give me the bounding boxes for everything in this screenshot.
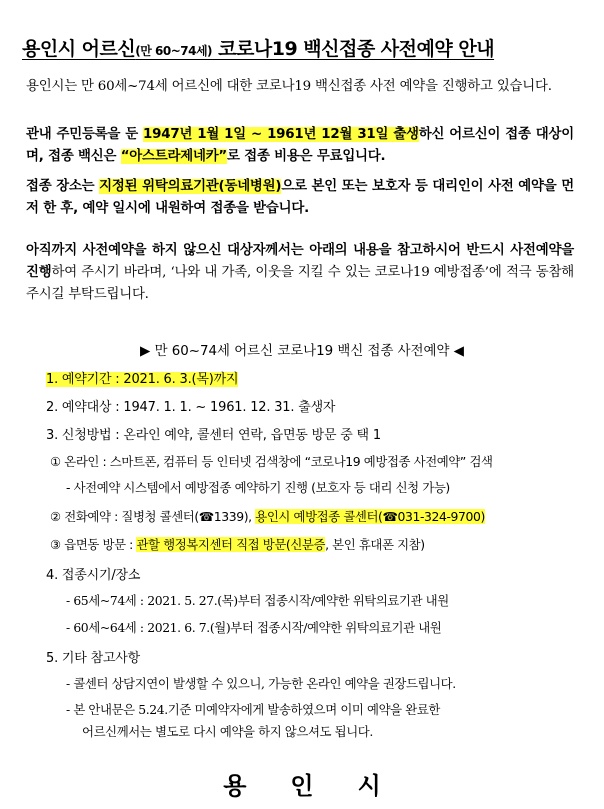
intro-paragraph-1: 용인시는 만 60세~74세 어르신에 대한 코로나19 백신접종 사전 예약을 진행하고 있습니다. — [26, 79, 552, 94]
item-4: 4. 접종시기/장소 — [46, 568, 141, 583]
intro-paragraph-2 — [26, 124, 574, 168]
item-5-note-2-cont: 어르신께서는 별도로 다시 예약을 하지 않으셔도 됩니다. — [82, 724, 373, 739]
item-2: 2. 예약대상 : 1947. 1. 1. ~ 1961. 12. 31. 출생자 — [46, 400, 336, 415]
section-heading — [0, 340, 604, 359]
notice-title — [22, 34, 494, 61]
item-4-schedule-1: - 65세~74세 : 2021. 5. 27.(목)부터 접종시작/예약한 위탁의료기관 내원 — [66, 593, 449, 608]
intro-paragraph-3 — [26, 176, 574, 220]
text-span: , 본인 휴대폰 지참) — [325, 537, 425, 552]
highlight-reservation-period: 1. 예약기간 : 2021. 6. 3.(목)까지 — [46, 372, 239, 387]
highlight-visit: 관할 행정복지센터 직접 방문(신분증 — [136, 537, 326, 552]
text-span: ② 전화예약 : 질병청 콜센터(☎1339), — [50, 509, 256, 524]
title-part: 용인시 어르신 — [22, 38, 136, 60]
section-heading-text: 만 60~74세 어르신 코로나19 백신 접종 사전예약 — [150, 344, 454, 359]
text-span: 하여 주시기 바라며, ‘나와 내 가족, 이웃을 지킬 수 있는 코로나19 예방접종’에 적극 동참해 주시길 부탁드립니다. — [26, 265, 574, 302]
text-span: 관내 주민등록을 둔 — [26, 127, 143, 142]
item-5-note-2: - 본 안내문은 5.24.기준 미예약자에게 발송하였으며 이미 예약을 완료한 — [66, 702, 440, 717]
item-3-visit — [50, 535, 425, 553]
text-span: 아직까지 사전예약을 하지 않으신 대상자께서는 아래의 내용을 참고하시어 반드시 사전예약을 진행 — [26, 243, 574, 280]
item-3-online: ① 온라인 : 스마트폰, 컴퓨터 등 인터넷 검색창에 “코로나19 예방접종 사전예약” 검색 — [50, 454, 493, 469]
item-3-phone — [50, 507, 485, 525]
issuer-footer: 용인시 — [223, 772, 425, 800]
title-age-range: (만 60~74세) — [135, 44, 213, 58]
highlight-call-center: 용인시 예방접종 콜센터(☎031-324-9700) — [255, 509, 485, 524]
intro-paragraph-4 — [26, 240, 574, 306]
item-5-note-1: - 콜센터 상담지연이 발생할 수 있으니, 가능한 온라인 예약을 권장드립니다. — [66, 676, 456, 691]
item-5: 5. 기타 참고사항 — [46, 651, 141, 666]
item-3: 3. 신청방법 : 온라인 예약, 콜센터 연락, 읍면동 방문 중 택 1 — [46, 428, 381, 443]
highlight-vaccine: “아스트라제네카” — [120, 149, 228, 164]
text-span: ③ 읍면동 방문 : — [50, 537, 137, 552]
text-span: 으로 본인 또는 보호자 등 대리인이 사전 예약을 먼저 한 후, 예약 일시에 내원하여 접종을 받습니다. — [26, 179, 574, 216]
highlight-birth-range: 1947년 1월 1일 ~ 1961년 12월 31일 출생 — [143, 127, 419, 142]
highlight-location: 지정된 위탁의료기관(동네병원) — [99, 179, 282, 194]
item-3-online-detail: - 사전예약 시스템에서 예방접종 예약하기 진행 (보호자 등 대리 신청 가능) — [66, 480, 450, 495]
text-span: 로 접종 비용은 무료입니다. — [227, 149, 386, 164]
left-triangle-icon: ◀ — [453, 344, 464, 359]
text-span: 하신 어르신이 접종 대상이며, 접종 백신은 — [26, 127, 574, 164]
item-1 — [46, 368, 238, 387]
item-4-schedule-2: - 60세~64세 : 2021. 6. 7.(월)부터 접종시작/예약한 위탁의료기관 내원 — [66, 620, 442, 635]
title-part: 코로나19 백신접종 사전예약 안내 — [212, 38, 495, 60]
text-span: 접종 장소는 — [26, 179, 100, 194]
right-triangle-icon: ▶ — [140, 344, 151, 359]
